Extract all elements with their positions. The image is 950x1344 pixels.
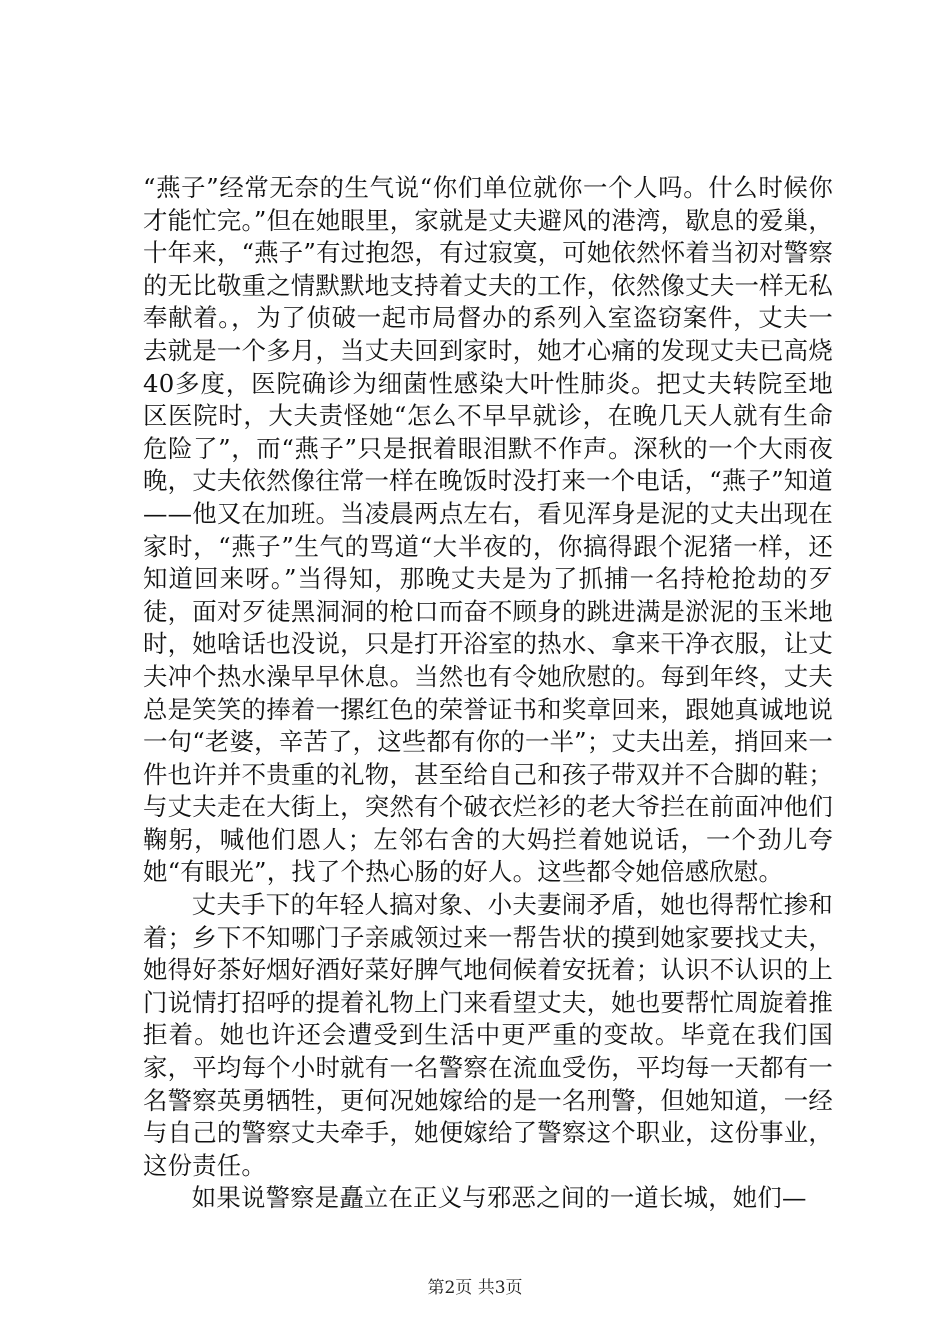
page-number-footer: 第2页 共3页	[427, 1278, 523, 1298]
paragraph-1: “燕子”经常无奈的生气说“你们单位就你一个人吗。什么时候你才能忙完。”但在她眼里，家就是丈夫避风的港湾，歇息的爱巢，十年来，“燕子”有过抱怨，有过寂寞，可她依然怀着当初对警察的无比敬重之情默默地支持着丈夫的工作，依然像丈夫一样无私奉献着。，为了侦破一起市局督办的系列入室盗窃案件，丈夫一去就是一个多月，当丈夫回到家时，她才心痛的发现丈夫已高烧40多度，医院确诊为细菌性感染大叶性肺炎。把丈夫转院至地区医院时，大夫责怪她“怎么不早早就诊，在晚几天人就有生命危险了”，而“燕子”只是抿着眼泪默不作声。深秋的一个大雨夜晚，丈夫依然像往常一样在晚饭时没打来一个电话，“燕子”知道——他又在加班。当凌晨两点左右，看见浑身是泥的丈夫出现在家时，“燕子”生气的骂道“大半夜的，你搞得跟个泥猪一样，还知道回来呀。”当得知，那晚丈夫是为了抓捕一名持枪抢劫的歹徒，面对歹徒黑洞洞的枪口而奋不顾身的跳进满是淤泥的玉米地时，她啥话也没说，只是打开浴室的热水、拿来干净衣服，让丈夫冲个热水澡早早休息。当然也有令她欣慰的。每到年终，丈夫总是笑笑的捧着一摞红色的荣誉证书和奖章回来，跟她真诚地说一句“老婆，辛苦了，这些都有你的一半”；丈夫出差，捎回来一件也许并不贵重的礼物，甚至给自己和孩子带双并不合脚的鞋；与丈夫走在大街上，突然有个破衣烂衫的老大爷拦在前面冲他们鞠躬，喊他们恩人；左邻右舍的大妈拦着她说话，一个劲儿夸她“有眼光”，找了个热心肠的好人。这些都令她倍感欣慰。	[143, 173, 833, 887]
paragraph-2: 丈夫手下的年轻人搞对象、小夫妻闹矛盾，她也得帮忙掺和着；乡下不知哪门子亲戚领过来一帮告状的摸到她家要找丈夫，她得好茶好烟好酒好菜好脾气地伺候着安抚着；认识不认识的上门说情打招呼的提着礼物上门来看望丈夫，她也要帮忙周旋着推拒着。她也许还会遭受到生活中更严重的变故。毕竟在我们国家，平均每个小时就有一名警察在流血受伤，平均每一天都有一名警察英勇牺牲，更何况她嫁给的是一名刑警，但她知道，一经与自己的警察丈夫牵手，她便嫁给了警察这个职业，这份事业，这份责任。	[143, 890, 833, 1180]
paragraph-3: 如果说警察是矗立在正义与邪恶之间的一道长城，她们—	[191, 1183, 807, 1213]
document-body	[143, 172, 833, 1215]
